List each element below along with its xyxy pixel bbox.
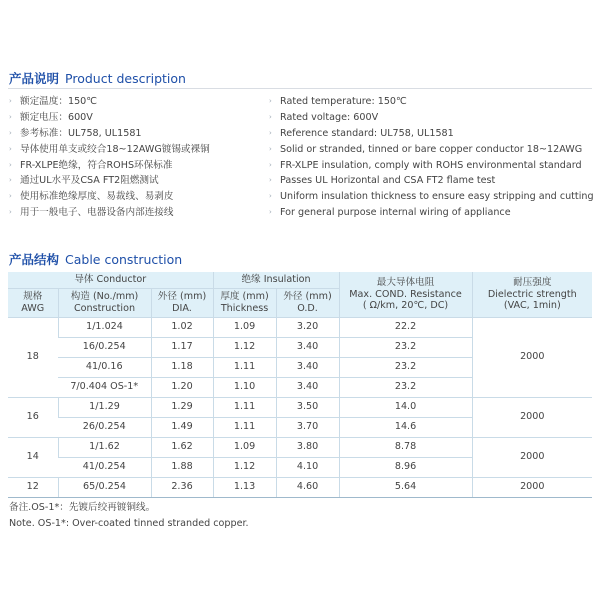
resistance-cell: 23.2 — [339, 357, 472, 377]
description-item — [268, 142, 594, 158]
resistance-header — [339, 272, 472, 317]
description-item-text: 额定电压：600V — [20, 111, 93, 123]
cable-construction-title — [9, 250, 182, 268]
dia-header-cn: 外径 (mm) — [157, 291, 207, 302]
awg-cell: 14 — [8, 437, 58, 477]
thickness-header — [213, 288, 276, 317]
od-header — [276, 288, 339, 317]
dia-cell: 1.17 — [151, 337, 213, 357]
od-cell: 4.10 — [276, 457, 339, 477]
note-cn: 备注.OS-1*：先镀后绞再镀铜线。 — [9, 502, 156, 513]
table-row — [8, 317, 592, 337]
resistance-cell: 8.96 — [339, 457, 472, 477]
thickness-header-cn: 厚度 (mm) — [220, 291, 269, 302]
table-row — [8, 397, 592, 417]
od-cell: 3.50 — [276, 397, 339, 417]
dia-cell: 2.36 — [151, 477, 213, 497]
product-description-title-cn: 产品说明 — [9, 71, 60, 86]
dielectric-header-unit: (VAC, 1min) — [503, 300, 561, 311]
description-item-text: For general purpose internal wiring of appliance — [280, 207, 511, 219]
description-item-text: Solid or stranded, tinned or bare copper conductor 18~12AWG — [280, 143, 583, 155]
dia-cell: 1.62 — [151, 437, 213, 457]
od-header-cn: 外径 (mm) — [283, 291, 332, 302]
bullet-arrow-icon: › — [9, 176, 12, 185]
insulation-group-header: 绝缘 Insulation — [213, 272, 339, 288]
bullet-arrow-icon: › — [269, 208, 272, 217]
cable-construction-title-en: Cable construction — [65, 252, 183, 267]
dielectric-header-cn: 耐压强度 — [513, 277, 552, 288]
resistance-cell: 14.6 — [339, 417, 472, 437]
construction-cell: 41/0.16 — [58, 357, 151, 377]
bullet-arrow-icon: › — [9, 112, 12, 121]
description-item-text: 额定温度：150℃ — [20, 96, 98, 107]
bullet-arrow-icon: › — [269, 144, 272, 153]
product-description-title-en: Product description — [65, 71, 186, 86]
notes — [9, 500, 249, 531]
bullet-arrow-icon: › — [269, 128, 272, 137]
description-item-text: 通过UL水平及CSA FT2阻燃测试 — [20, 175, 159, 187]
bullet-arrow-icon: › — [269, 192, 272, 201]
dia-cell: 1.29 — [151, 397, 213, 417]
bullet-arrow-icon: › — [9, 160, 12, 169]
dielectric-header-en: Dielectric strength — [487, 288, 577, 300]
construction-header-en: Construction — [73, 302, 136, 314]
thickness-cell: 1.13 — [213, 477, 276, 497]
od-cell: 4.60 — [276, 477, 339, 497]
dia-cell: 1.49 — [151, 417, 213, 437]
awg-cell: 12 — [8, 477, 58, 497]
cable-construction-table — [8, 272, 592, 498]
bullet-arrow-icon: › — [9, 208, 12, 217]
od-header-en: O.D. — [297, 302, 318, 314]
resistance-header-unit: ( Ω/km, 20℃, DC) — [362, 300, 449, 311]
construction-header — [58, 288, 151, 317]
bullet-arrow-icon: › — [9, 97, 12, 105]
od-cell: 3.80 — [276, 437, 339, 457]
description-item-text: 用于一般电子、电器设备内部连接线 — [20, 207, 174, 219]
resistance-header-en: Max. COND. Resistance — [349, 288, 462, 300]
description-item-text: 参考标准：UL758, UL1581 — [20, 127, 142, 139]
description-item — [8, 205, 210, 221]
description-item-text: FR-XLPE绝缘，符合ROHS环保标准 — [20, 159, 173, 171]
awg-cell: 16 — [8, 397, 58, 437]
thickness-cell: 1.12 — [213, 337, 276, 357]
thickness-cell: 1.09 — [213, 437, 276, 457]
dia-cell: 1.18 — [151, 357, 213, 377]
construction-cell: 41/0.254 — [58, 457, 151, 477]
thickness-cell: 1.10 — [213, 377, 276, 397]
description-item-text: 导体使用单支或绞合18~12AWG镀锡或裸铜 — [20, 143, 210, 155]
thickness-cell: 1.09 — [213, 317, 276, 337]
conductor-group-header: 导体 Conductor — [8, 272, 213, 288]
description-item-text: Rated temperature: 150℃ — [280, 96, 407, 107]
resistance-cell: 23.2 — [339, 377, 472, 397]
cable-construction-title-cn: 产品结构 — [9, 252, 60, 267]
description-item — [8, 173, 210, 189]
bullet-arrow-icon: › — [269, 97, 272, 105]
description-item — [8, 189, 210, 205]
product-description-divider — [8, 88, 592, 89]
bullet-arrow-icon: › — [269, 160, 272, 169]
dia-header — [151, 288, 213, 317]
od-cell: 3.20 — [276, 317, 339, 337]
description-item — [268, 205, 594, 221]
description-item — [268, 189, 594, 205]
resistance-cell: 5.64 — [339, 477, 472, 497]
description-item — [268, 126, 594, 142]
od-cell: 3.40 — [276, 337, 339, 357]
dielectric-cell: 2000 — [472, 437, 592, 477]
description-item-text: Passes UL Horizontal and CSA FT2 flame test — [280, 175, 496, 187]
dia-header-en: DIA. — [172, 302, 192, 314]
dia-cell: 1.88 — [151, 457, 213, 477]
awg-header-en: AWG — [21, 302, 45, 314]
dielectric-cell: 2000 — [472, 397, 592, 437]
description-item — [268, 158, 594, 174]
bullet-arrow-icon: › — [9, 144, 12, 153]
od-cell: 3.40 — [276, 377, 339, 397]
bullet-arrow-icon: › — [269, 112, 272, 121]
construction-cell: 16/0.254 — [58, 337, 151, 357]
description-item — [268, 173, 594, 189]
construction-cell: 7/0.404 OS-1* — [58, 377, 151, 397]
resistance-cell: 22.2 — [339, 317, 472, 337]
construction-cell: 1/1.62 — [58, 437, 151, 457]
bullet-arrow-icon: › — [269, 176, 272, 185]
description-list-en — [268, 94, 594, 221]
awg-cell: 18 — [8, 317, 58, 397]
construction-cell: 26/0.254 — [58, 417, 151, 437]
description-item-text: Rated voltage: 600V — [280, 111, 379, 123]
dia-cell: 1.20 — [151, 377, 213, 397]
table-row — [8, 477, 592, 497]
od-cell: 3.70 — [276, 417, 339, 437]
thickness-cell: 1.11 — [213, 417, 276, 437]
description-item-text: 使用标准绝缘厚度、易裁线、易剥皮 — [20, 191, 174, 203]
description-item — [8, 110, 210, 126]
description-item — [268, 110, 594, 126]
construction-cell: 1/1.29 — [58, 397, 151, 417]
description-list-cn — [8, 94, 210, 221]
description-item — [8, 142, 210, 158]
table-row — [8, 437, 592, 457]
awg-header — [8, 288, 58, 317]
description-item-text: Uniform insulation thickness to ensure easy stripping and cutting — [280, 191, 594, 203]
construction-cell: 1/1.024 — [58, 317, 151, 337]
thickness-header-en: Thickness — [220, 302, 269, 314]
description-item — [268, 94, 594, 110]
dielectric-header — [472, 272, 592, 317]
od-cell: 3.40 — [276, 357, 339, 377]
note-en: Note. OS-1*: Over-coated tinned stranded copper. — [9, 517, 249, 529]
resistance-header-cn: 最大导体电阻 — [376, 277, 435, 288]
thickness-cell: 1.11 — [213, 397, 276, 417]
resistance-cell: 8.78 — [339, 437, 472, 457]
dielectric-cell: 2000 — [472, 317, 592, 397]
description-item — [8, 94, 210, 110]
description-item — [8, 158, 210, 174]
resistance-cell: 14.0 — [339, 397, 472, 417]
description-item-text: Reference standard: UL758, UL1581 — [280, 127, 454, 139]
thickness-cell: 1.11 — [213, 357, 276, 377]
bullet-arrow-icon: › — [9, 192, 12, 201]
description-item-text: FR-XLPE insulation, comply with ROHS environmental standard — [280, 159, 582, 171]
construction-cell: 65/0.254 — [58, 477, 151, 497]
construction-header-cn: 构造 (No./mm) — [70, 291, 139, 302]
dielectric-cell: 2000 — [472, 477, 592, 497]
awg-header-cn: 规格 — [23, 291, 43, 302]
resistance-cell: 23.2 — [339, 337, 472, 357]
product-description-title — [9, 69, 186, 87]
bullet-arrow-icon: › — [9, 128, 12, 137]
dia-cell: 1.02 — [151, 317, 213, 337]
thickness-cell: 1.12 — [213, 457, 276, 477]
description-item — [8, 126, 210, 142]
